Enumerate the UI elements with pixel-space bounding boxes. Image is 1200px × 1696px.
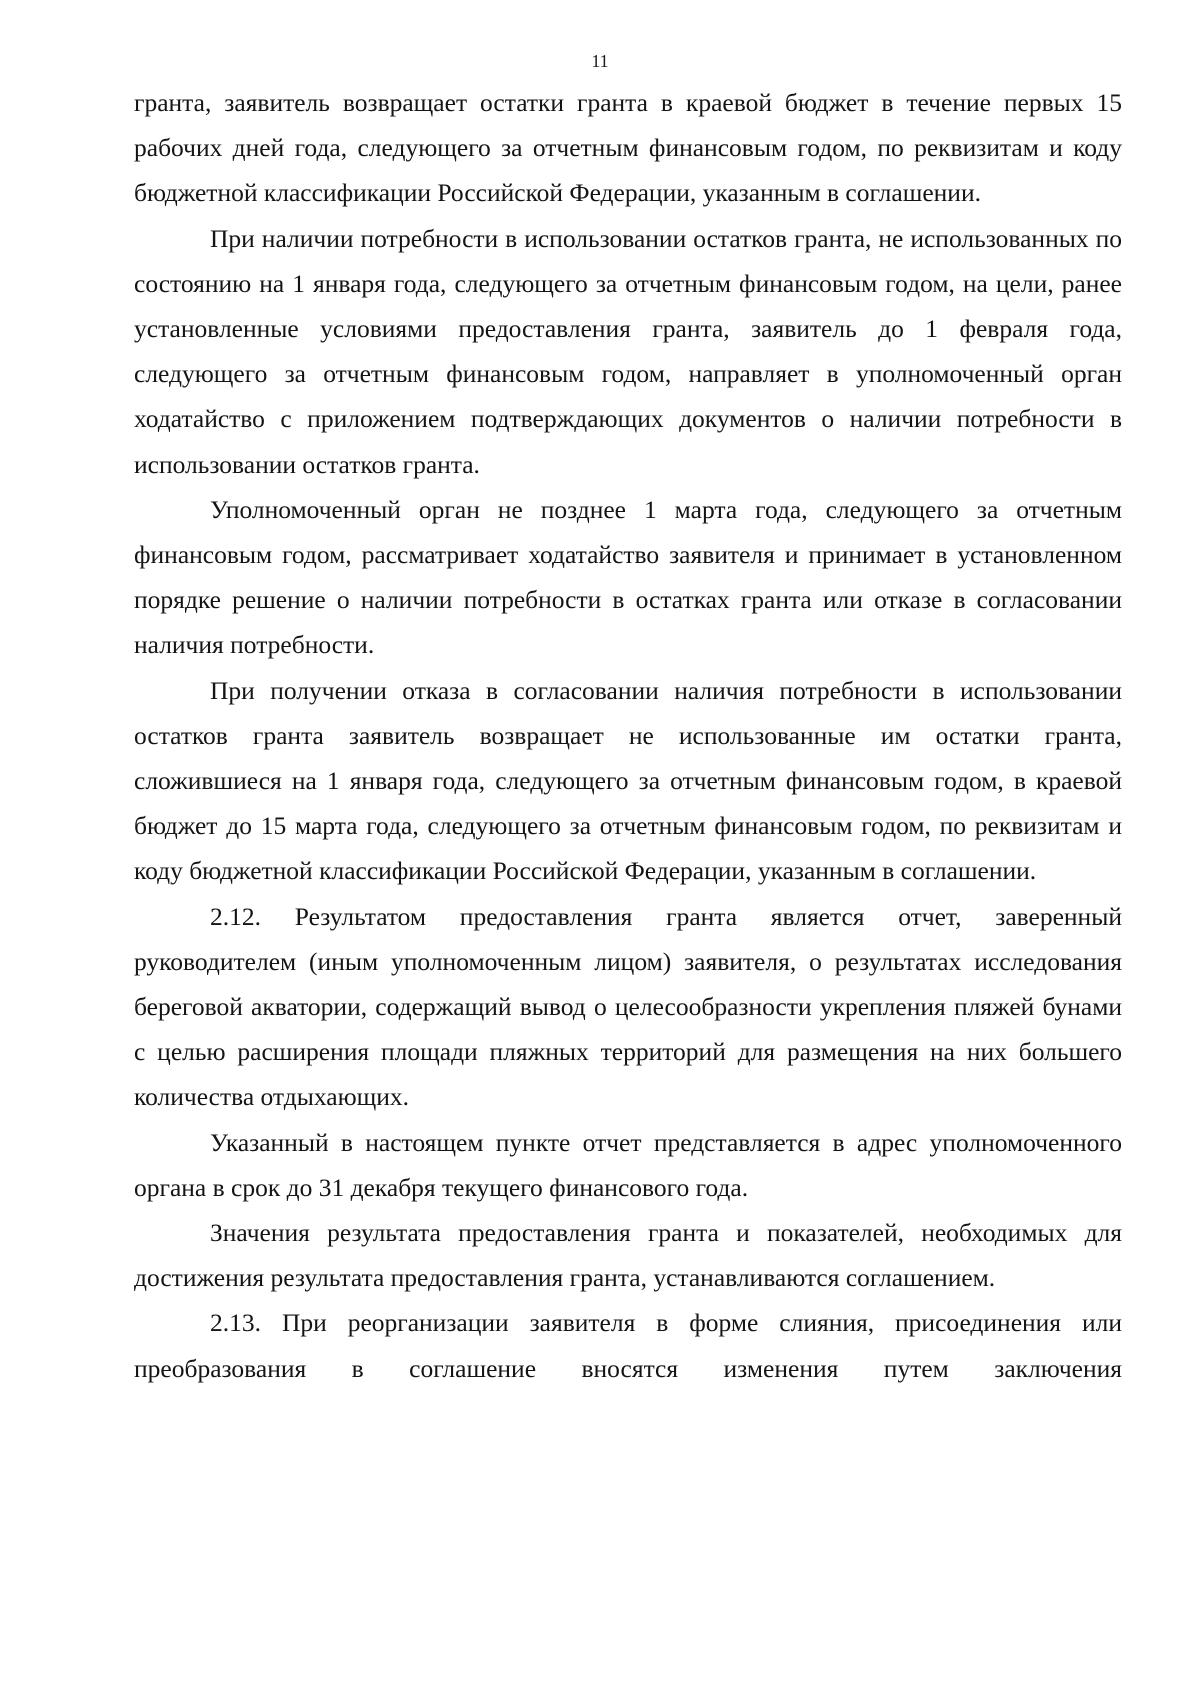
page-number: 11 (591, 51, 609, 71)
paragraph-result-values: Значения результата предоставления гранта и показателей, необходимых для достижения результата предоставления гранта, устанавливаются соглашением. (134, 1218, 1122, 1293)
paragraph-remaining-funds-need: При наличии потребности в использовании остатков гранта, не использованных по состоянию на 1 января года, следующего за отчетным финансовым годом, на цели, ранее установленные условиями предоставления гранта, заявитель до 1 февраля года, следующего за отчетным финансовым годом, направляет в уполномоченный орган ходатайство с приложением подтверждающих документов о наличии потребности в использовании остатков гранта. (134, 223, 1122, 479)
paragraph-continuation: гранта, заявитель возвращает остатки гранта в краевой бюджет в течение первых 15 рабочих дней года, следующего за отчетным финансовым годом, по реквизитам и коду бюджетной классификации Российской Федерации, указанным в соглашении. (134, 88, 1122, 208)
document-body (134, 80, 1122, 1391)
paragraph-2-12-result: 2.12. Результатом предоставления гранта является отчет, заверенный руководителем (иным уполномоченным лицом) заявителя, о результатах исследования береговой акватории, содержащий вывод о целесообразности укрепления пляжей бунами с целью расширения площади пляжных территорий для размещения на них большего количества отдыхающих. (134, 901, 1122, 1112)
paragraph-refusal-return: При получении отказа в согласовании наличия потребности в использовании остатков гранта заявитель возвращает не использованные им остатки гранта, сложившиеся на 1 января года, следующего за отчетным финансовым годом, в краевой бюджет до 15 марта года, следующего за отчетным финансовым годом, по реквизитам и коду бюджетной классификации Российской Федерации, указанным в соглашении. (134, 675, 1122, 886)
paragraph-authority-review: Уполномоченный орган не позднее 1 марта года, следующего за отчетным финансовым годом, рассматривает ходатайство заявителя и принимает в установленном порядке решение о наличии потребности в остатках гранта или отказе в согласовании наличия потребности. (134, 494, 1122, 660)
paragraph-report-deadline: Указанный в настоящем пункте отчет представляется в адрес уполномоченного органа в срок до 31 декабря текущего финансового года. (134, 1127, 1122, 1202)
paragraph-2-13-reorganization: 2.13. При реорганизации заявителя в форме слияния, присоединения или преобразования в соглашение вносятся изменения путем заключения (134, 1308, 1122, 1383)
